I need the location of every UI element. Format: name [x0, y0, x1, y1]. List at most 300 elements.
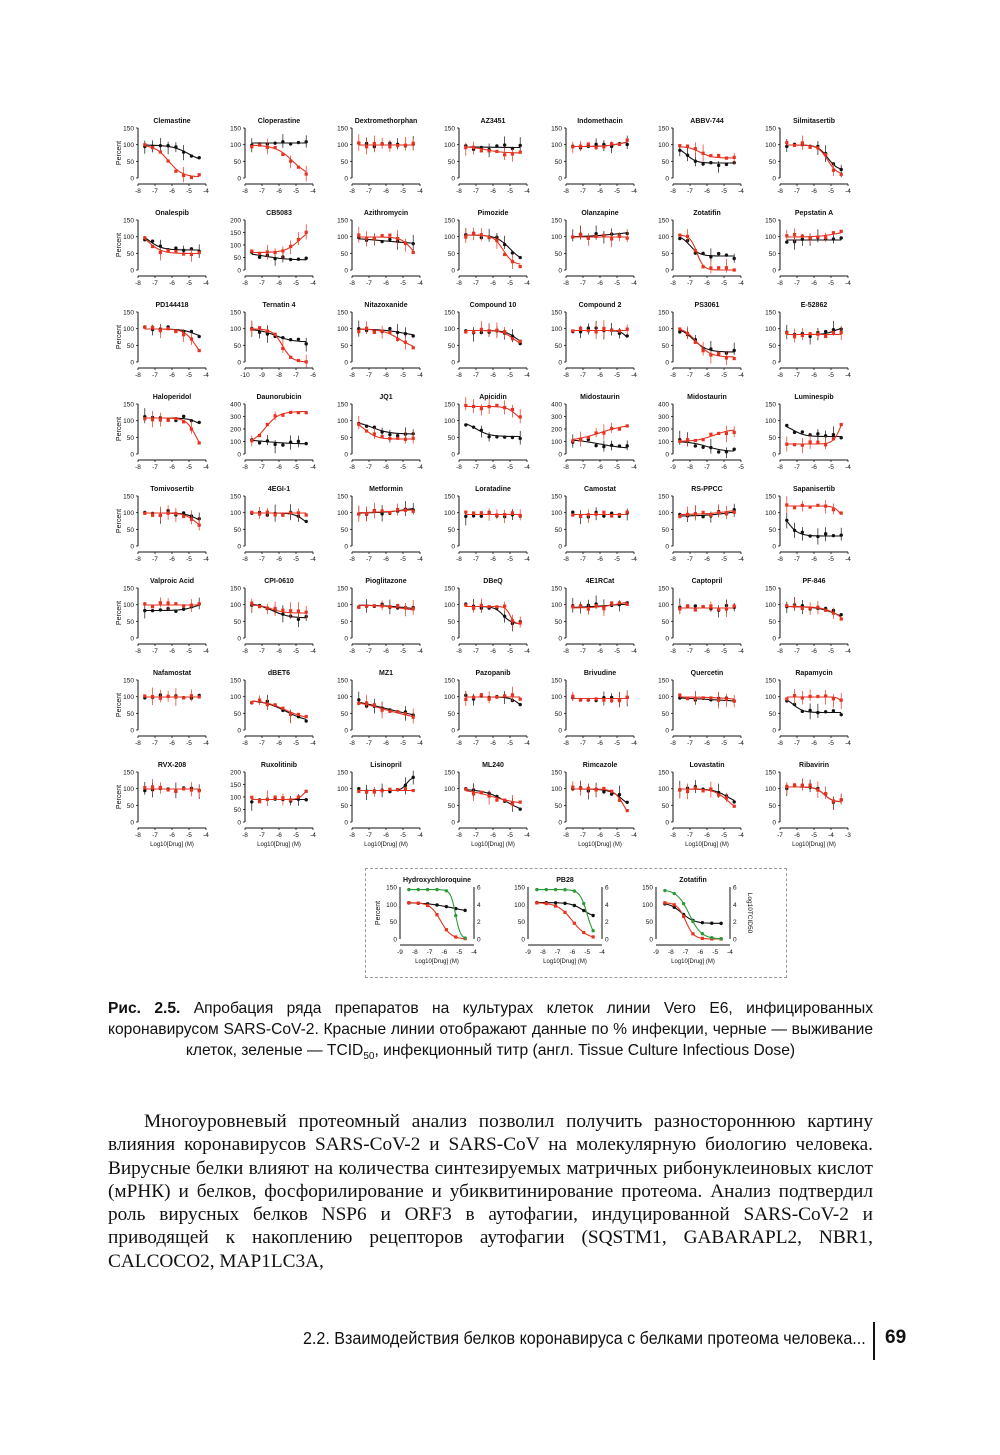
- y-tick-label: 150: [765, 217, 776, 225]
- x-tick-label: -4: [631, 280, 637, 287]
- y-tick-label: 50: [447, 526, 455, 534]
- infection-point: [190, 337, 193, 340]
- viability-point: [464, 515, 467, 518]
- viability-point: [725, 253, 728, 256]
- infection-point: [816, 441, 819, 444]
- x-tick-label: -5: [738, 464, 744, 471]
- infection-point: [381, 435, 384, 438]
- infection-point: [289, 511, 292, 514]
- x-tick-label: -5: [400, 832, 406, 839]
- y-tick-label: 100: [444, 142, 455, 150]
- y-tick-label: 100: [765, 786, 776, 794]
- viability-point: [289, 142, 292, 145]
- infection-point: [404, 509, 407, 512]
- infection-point: [159, 697, 162, 700]
- y-tick-label: 0: [772, 819, 776, 827]
- infection-point: [404, 712, 407, 715]
- x-tick-label: -4: [631, 740, 637, 747]
- x-tick-label: -7: [580, 740, 586, 747]
- titer-point: [663, 889, 666, 892]
- infection-point: [809, 146, 812, 149]
- y-tick-label: 100: [658, 439, 669, 446]
- infection-point: [587, 513, 590, 516]
- y-tick-label: 150: [658, 309, 669, 317]
- footer-divider: [873, 1322, 875, 1360]
- infection-point: [258, 800, 261, 803]
- infection-point: [159, 418, 162, 421]
- y-tick-label: 0: [558, 635, 562, 643]
- x-tick-label: -8: [563, 648, 569, 655]
- y-tick-label: 50: [340, 158, 348, 166]
- infection-point: [182, 696, 185, 699]
- infection-point: [198, 789, 201, 792]
- x-tick-label: -6: [383, 648, 389, 655]
- infection-point: [709, 433, 712, 436]
- y-tick-label: 100: [444, 326, 455, 334]
- x-tick-label: -5: [400, 648, 406, 655]
- x-tick-label: -8: [242, 832, 248, 839]
- infection-point: [381, 709, 384, 712]
- viability-point: [832, 709, 835, 712]
- infection-point: [143, 602, 146, 605]
- viability-point: [190, 154, 193, 157]
- viability-point: [594, 143, 597, 146]
- x-tick-label: -5: [400, 556, 406, 563]
- x-tick-label: -4: [203, 648, 209, 655]
- infection-point: [190, 694, 193, 697]
- x-axis-label: Log10[Drug] (M): [685, 842, 729, 848]
- infection-point: [266, 606, 269, 609]
- infection-point: [809, 506, 812, 509]
- viability-point: [503, 143, 506, 146]
- viability-point: [258, 331, 261, 334]
- panel-title: Compound 2: [578, 302, 622, 309]
- infection-point: [464, 698, 467, 701]
- infection-point: [412, 437, 415, 440]
- viability-point: [733, 349, 736, 352]
- panel-title: Captopril: [691, 578, 723, 585]
- infection-point: [793, 694, 796, 697]
- y-tick-label: 150: [337, 401, 348, 409]
- x-tick-label: -7: [152, 188, 158, 195]
- x-tick-label: -8: [242, 188, 248, 195]
- x-tick-label: -8: [563, 740, 569, 747]
- infection-point: [373, 604, 376, 607]
- infection-point: [702, 789, 705, 792]
- x-tick-label: -5: [293, 832, 299, 839]
- infection-point: [511, 408, 514, 411]
- x-tick-label: -7: [473, 372, 479, 379]
- y-tick-label: 150: [230, 125, 241, 133]
- y-tick-label: 0: [772, 359, 776, 367]
- infection-point: [582, 931, 585, 934]
- infection-point: [824, 694, 827, 697]
- y-tick-label: 50: [661, 710, 669, 718]
- viability-point: [305, 342, 308, 345]
- titer-point: [563, 888, 566, 891]
- infection-point: [258, 326, 261, 329]
- x-tick-label: -4: [845, 556, 851, 563]
- viability-point: [563, 902, 566, 905]
- infection-point: [816, 789, 819, 792]
- infection-point: [702, 152, 705, 155]
- y-tick-label: 50: [340, 342, 348, 350]
- y-tick-label: 100: [444, 602, 455, 610]
- infection-point: [182, 420, 185, 423]
- infection-point: [733, 156, 736, 159]
- viability-point: [626, 143, 629, 146]
- x-tick-label: -4: [845, 740, 851, 747]
- x-tick-label: -7: [366, 464, 372, 471]
- y-tick-label: 0: [130, 819, 134, 827]
- y-tick-label: 50: [233, 807, 241, 814]
- infection-point: [579, 233, 582, 236]
- x-tick-label: -6: [704, 280, 710, 287]
- infection-point: [809, 332, 812, 335]
- y-tick-label: 0: [665, 635, 669, 643]
- y-tick-label: 0: [558, 727, 562, 735]
- y-axis-label: Percent: [116, 324, 123, 350]
- y-tick-label: 150: [551, 125, 562, 133]
- infection-point: [702, 438, 705, 441]
- x-tick-label: -4: [203, 464, 209, 471]
- viability-point: [626, 444, 629, 447]
- panel-title: Ruxolitinib: [260, 762, 298, 769]
- x-tick-label: -7: [554, 949, 561, 956]
- y-tick-label: 50: [447, 434, 455, 442]
- infection-point: [725, 156, 728, 159]
- infection-point: [190, 788, 193, 791]
- infection-point: [678, 515, 681, 518]
- infection-point: [488, 698, 491, 701]
- x-tick-label: -6: [169, 188, 175, 195]
- y-tick-label: 0: [451, 451, 455, 459]
- infection-point: [801, 141, 804, 144]
- y-tick-label: 0: [130, 635, 134, 643]
- infection-point: [464, 235, 467, 238]
- x-tick-label: -5: [614, 464, 620, 471]
- infection-point: [793, 233, 796, 236]
- infection-point: [587, 436, 590, 439]
- infection-point: [357, 233, 360, 236]
- infection-point: [305, 411, 308, 414]
- viability-point: [388, 433, 391, 436]
- viability-point: [519, 256, 522, 259]
- infection-point: [373, 703, 376, 706]
- y-tick-label: 100: [642, 901, 653, 909]
- x-tick-label: -4: [310, 832, 316, 839]
- x-tick-label: -6: [169, 280, 175, 287]
- y-tick-label: 100: [658, 694, 669, 702]
- viability-point: [305, 719, 308, 722]
- x-tick-label: -4: [727, 949, 733, 956]
- infection-point: [579, 145, 582, 148]
- x-tick-label: -7: [259, 740, 265, 747]
- y-tick-label: 150: [642, 884, 653, 892]
- x-tick-label: -5: [811, 832, 817, 839]
- y-tick-label: 50: [517, 919, 525, 927]
- y-tick-label: 100: [765, 602, 776, 610]
- y-tick-label: 100: [337, 326, 348, 334]
- y-tick-label: 50: [126, 526, 134, 534]
- y-tick-label: 50: [126, 250, 134, 258]
- y-tick-label: 0: [451, 727, 455, 735]
- viability-point: [709, 347, 712, 350]
- infection-point: [725, 796, 728, 799]
- viability-point: [824, 532, 827, 535]
- viability-point: [480, 429, 483, 432]
- infection-point: [602, 145, 605, 148]
- infection-curve: [252, 329, 306, 362]
- y2-tick-label: 6: [477, 884, 481, 892]
- x-tick-label: -6: [597, 372, 603, 379]
- y-tick-label: 150: [230, 230, 241, 237]
- x-tick-label: -7: [366, 832, 372, 839]
- x-tick-label: -8: [349, 464, 355, 471]
- y-tick-label: 50: [768, 158, 776, 166]
- viability-point: [816, 432, 819, 435]
- infection-point: [733, 268, 736, 271]
- y-tick-label: 100: [230, 439, 241, 446]
- viability-point: [159, 144, 162, 147]
- y-tick-label: 150: [123, 401, 134, 409]
- infection-point: [365, 512, 368, 515]
- panel-title: AZ3451: [480, 118, 506, 125]
- infection-point: [365, 701, 368, 704]
- y-tick-label: 50: [554, 342, 562, 350]
- infection-point: [143, 326, 146, 329]
- y-tick-label: 0: [558, 359, 562, 367]
- y-tick-label: 0: [558, 175, 562, 183]
- x-tick-label: -4: [417, 832, 423, 839]
- infection-point: [785, 503, 788, 506]
- infection-point: [503, 253, 506, 256]
- y-tick-label: 150: [444, 493, 455, 501]
- x-tick-label: -4: [417, 740, 423, 747]
- infection-point: [396, 788, 399, 791]
- x-tick-label: -5: [400, 372, 406, 379]
- infection-point: [151, 514, 154, 517]
- y-tick-label: 100: [230, 242, 241, 250]
- infection-point: [159, 786, 162, 789]
- x-tick-label: -7: [704, 464, 710, 471]
- panel-rimcazole: [551, 762, 637, 848]
- panel-pazopanib: [444, 670, 530, 747]
- titer-point: [701, 932, 704, 935]
- y-tick-label: 100: [551, 326, 562, 334]
- y-tick-label: 150: [123, 217, 134, 225]
- panel-haloperidol: [116, 394, 209, 471]
- infection-point: [407, 901, 410, 904]
- viability-point: [840, 713, 843, 716]
- x-tick-label: -7: [794, 464, 800, 471]
- infection-point: [190, 518, 193, 521]
- infection-point: [511, 337, 514, 340]
- infection-point: [702, 605, 705, 608]
- infection-point: [174, 790, 177, 793]
- infection-point: [396, 508, 399, 511]
- infection-point: [519, 801, 522, 804]
- x-tick-label: -4: [631, 648, 637, 655]
- x-tick-label: -7: [426, 949, 433, 956]
- panel-pf-846: [765, 578, 851, 655]
- infection-point: [545, 902, 548, 905]
- panel-clemastine: [116, 118, 209, 195]
- x-tick-label: -7: [687, 372, 693, 379]
- infection-point: [571, 329, 574, 332]
- y-tick-label: 150: [337, 309, 348, 317]
- x-tick-label: -5: [186, 280, 192, 287]
- infection-point: [733, 431, 736, 434]
- x-tick-label: -5: [507, 648, 513, 655]
- infection-point: [832, 331, 835, 334]
- panel-title: Midostaurin: [580, 394, 620, 401]
- x-tick-label: -6: [383, 832, 389, 839]
- panel-nitazoxanide: [337, 302, 423, 379]
- infection-point: [167, 249, 170, 252]
- infection-point: [151, 418, 154, 421]
- panel-title: Brivudine: [583, 670, 617, 677]
- y-tick-label: 150: [514, 884, 525, 892]
- viability-point: [824, 710, 827, 713]
- x-tick-label: -8: [135, 188, 141, 195]
- infection-point: [388, 710, 391, 713]
- infection-point: [571, 786, 574, 789]
- infection-point: [511, 802, 514, 805]
- y-tick-label: 50: [340, 802, 348, 810]
- x-tick-label: -4: [417, 372, 423, 379]
- x-tick-label: -7: [794, 280, 800, 287]
- viability-point: [717, 252, 720, 255]
- infection-point: [709, 787, 712, 790]
- viability-point: [602, 445, 605, 448]
- infection-point: [274, 146, 277, 149]
- panel-title: Lovastatin: [689, 762, 725, 769]
- y2-tick-label: 2: [477, 919, 481, 927]
- y-tick-label: 100: [551, 234, 562, 242]
- viability-point: [289, 258, 292, 261]
- panel-title: Ribavirin: [799, 762, 829, 769]
- x-tick-label: -4: [738, 648, 744, 655]
- x-axis-label: Log10[Drug] (M): [415, 959, 459, 965]
- x-tick-label: -7: [580, 648, 586, 655]
- x-tick-label: -4: [738, 832, 744, 839]
- infection-point: [412, 251, 415, 254]
- infection-point: [174, 696, 177, 699]
- infection-point: [396, 237, 399, 240]
- x-tick-label: -7: [687, 556, 693, 563]
- panel-title: Nitazoxanide: [364, 302, 408, 309]
- viability-point: [174, 610, 177, 613]
- infection-point: [678, 693, 681, 696]
- infection-point: [305, 513, 308, 516]
- panel-brivudine: [551, 670, 637, 747]
- y-tick-label: 50: [233, 526, 241, 534]
- infection-point: [824, 505, 827, 508]
- y2-tick-label: 0: [733, 936, 737, 944]
- x-tick-label: -4: [310, 188, 316, 195]
- x-tick-label: -7: [473, 648, 479, 655]
- x-tick-label: -5: [614, 280, 620, 287]
- x-tick-label: -7: [152, 372, 158, 379]
- infection-point: [725, 607, 728, 610]
- panel-title: PS3061: [694, 302, 720, 309]
- y-tick-label: 0: [344, 727, 348, 735]
- infection-point: [404, 242, 407, 245]
- x-tick-label: -8: [777, 464, 783, 471]
- infection-point: [571, 513, 574, 516]
- x-tick-label: -7: [259, 648, 265, 655]
- y-tick-label: 0: [558, 543, 562, 551]
- y-tick-label: 0: [344, 819, 348, 827]
- titer-point: [417, 888, 420, 891]
- x-tick-label: -5: [186, 740, 192, 747]
- x-tick-label: -4: [631, 372, 637, 379]
- infection-point: [388, 437, 391, 440]
- infection-point: [587, 142, 590, 145]
- y-axis-label: Percent: [116, 692, 123, 718]
- x-tick-label: -7: [259, 280, 265, 287]
- y-tick-label: 150: [337, 493, 348, 501]
- titer-point: [582, 902, 585, 905]
- x-tick-label: -7: [366, 740, 372, 747]
- y-tick-label: 0: [130, 543, 134, 551]
- panel-title: Quercetin: [690, 670, 724, 677]
- infection-point: [412, 607, 415, 610]
- infection-point: [610, 237, 613, 240]
- infection-point: [733, 700, 736, 703]
- y-tick-label: 0: [558, 267, 562, 275]
- viability-point: [198, 156, 201, 159]
- panel-title: dBET6: [267, 670, 291, 677]
- panel-ternatin-4: [230, 302, 316, 379]
- x-tick-label: -5: [721, 372, 727, 379]
- infection-point: [610, 601, 613, 604]
- y-tick-label: 50: [768, 526, 776, 534]
- infection-point: [297, 411, 300, 414]
- viability-point: [701, 446, 704, 449]
- infection-point: [190, 176, 193, 179]
- infection-point: [610, 514, 613, 517]
- panel-sapanisertib: [765, 486, 851, 563]
- x-tick-label: -4: [471, 949, 477, 956]
- infection-point: [785, 785, 788, 788]
- viability-point: [591, 914, 594, 917]
- x-tick-label: -5: [507, 464, 513, 471]
- x-tick-label: -7: [580, 372, 586, 379]
- x-tick-label: -3: [845, 832, 851, 839]
- y-tick-label: 50: [554, 710, 562, 718]
- y-tick-label: 0: [344, 267, 348, 275]
- infection-point: [495, 239, 498, 242]
- infection-point: [174, 250, 177, 253]
- panel-luminespib: [765, 394, 851, 471]
- infection-point: [274, 607, 277, 610]
- infection-point: [602, 699, 605, 702]
- y-tick-label: 150: [123, 585, 134, 593]
- y-tick-label: 50: [389, 919, 397, 927]
- panel-dbeq: [444, 578, 530, 655]
- infection-point: [579, 515, 582, 518]
- x-tick-label: -5: [721, 832, 727, 839]
- viability-point: [174, 246, 177, 249]
- infection-point: [519, 151, 522, 154]
- x-tick-label: -8: [456, 648, 462, 655]
- panel-valproic-acid: [116, 578, 209, 655]
- x-axis-label: Log10[Drug] (M): [792, 842, 836, 848]
- infection-point: [151, 695, 154, 698]
- x-tick-label: -4: [524, 372, 530, 379]
